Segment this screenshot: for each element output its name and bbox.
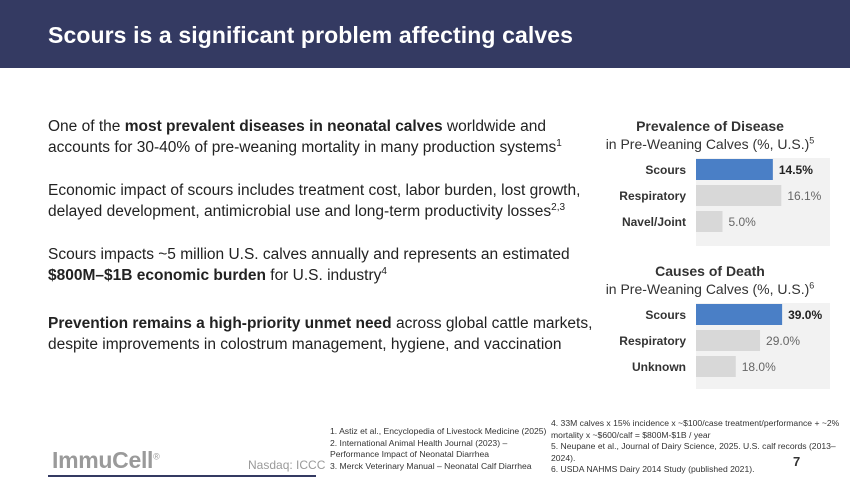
reference-6: 6. USDA NAHMS Dairy 2014 Study (published 2021). <box>551 464 755 474</box>
bar <box>696 304 782 325</box>
p2-text: Economic impact of scours includes treatment cost, labor burden, lost growth, delayed development, antimicrobial use and long-term productivity losses <box>48 182 581 220</box>
chart-title: Causes of Death <box>655 263 765 279</box>
slide-header <box>0 0 850 68</box>
data-label: 18.0% <box>741 360 776 374</box>
p1-bold: most prevalent diseases in neonatal calves <box>124 118 443 135</box>
data-label: 39.0% <box>788 308 823 322</box>
p3-footnote: 4 <box>381 265 387 277</box>
nasdaq-ticker: Nasdaq: ICCC <box>248 458 326 472</box>
chart-title: Prevalence of Disease <box>636 118 784 134</box>
p1-footnote: 1 <box>556 137 562 149</box>
reference-5: 5. Neupane et al., Journal of Dairy Science, 2025. U.S. calf records (2013–2024). <box>551 441 836 463</box>
data-label: 5.0% <box>728 215 756 229</box>
reference-4: 4. 33M calves x 15% incidence x ~$100/case treatment/performance + ~2% mortality x ~$600/calf = $800M-$1B / year <box>551 418 840 440</box>
footer-rule <box>48 475 316 477</box>
chart-subtitle-text: in Pre-Weaning Calves (%, U.S.) <box>605 136 810 152</box>
chart-subtitle-footnote: 5 <box>809 135 815 146</box>
category-label: Scours <box>645 163 686 177</box>
p3-text-post: for U.S. industry <box>265 267 382 284</box>
category-label: Unknown <box>632 360 686 374</box>
paragraph-economic-impact <box>48 180 593 222</box>
category-label: Respiratory <box>619 334 686 348</box>
category-label: Scours <box>645 308 686 322</box>
p2-footnote: 2,3 <box>551 201 566 213</box>
chart-causes-of-death <box>590 261 830 389</box>
data-label: 16.1% <box>787 189 822 203</box>
p4-text-post: across global cattle markets, despite improvements in colostrum management, hygiene, and vaccination <box>48 315 593 353</box>
p3-bold: $800M–$1B economic burden <box>48 267 266 284</box>
bar <box>696 330 760 351</box>
data-label: 29.0% <box>766 334 801 348</box>
chart-svg <box>590 261 830 389</box>
logo-text: ImmuCell <box>52 447 154 473</box>
logo-registered-mark: ® <box>153 451 160 462</box>
page-number: 7 <box>793 454 801 469</box>
p4-bold: Prevention remains a high-priority unmet need <box>48 315 392 332</box>
bar <box>696 356 736 377</box>
chart-subtitle-footnote: 6 <box>809 280 815 291</box>
chart-prevalence-of-disease <box>590 116 830 246</box>
reference-2: 2. International Animal Health Journal (2023) – Performance Impact of Neonatal Diarrhea <box>330 437 508 459</box>
p3-text-pre: Scours impacts ~5 million U.S. calves annually and represents an estimated <box>48 246 570 263</box>
references-left <box>330 426 548 472</box>
bar <box>696 159 773 180</box>
reference-3: 3. Merck Veterinary Manual – Neonatal Calf Diarrhea <box>330 460 532 471</box>
bar <box>696 185 781 206</box>
immucell-logo <box>52 447 159 474</box>
slide-title: Scours is a significant problem affecting calves <box>48 22 574 48</box>
reference-1: 1. Astiz et al., Encyclopedia of Livestock Medicine (2025) <box>330 426 547 436</box>
paragraph-economic-burden <box>48 244 593 286</box>
data-label: 14.5% <box>778 163 813 177</box>
category-label: Navel/Joint <box>621 215 686 229</box>
paragraph-unmet-need <box>48 313 593 355</box>
paragraph-prevalence <box>48 116 593 158</box>
category-label: Respiratory <box>619 189 686 203</box>
chart-svg <box>590 116 830 246</box>
chart-subtitle-text: in Pre-Weaning Calves (%, U.S.) <box>605 281 810 297</box>
p1-text-post: worldwide and accounts for 30-40% of pre-weaning mortality in many production systems <box>48 118 557 156</box>
p1-text-pre: One of the <box>48 118 125 135</box>
bar <box>696 211 723 232</box>
